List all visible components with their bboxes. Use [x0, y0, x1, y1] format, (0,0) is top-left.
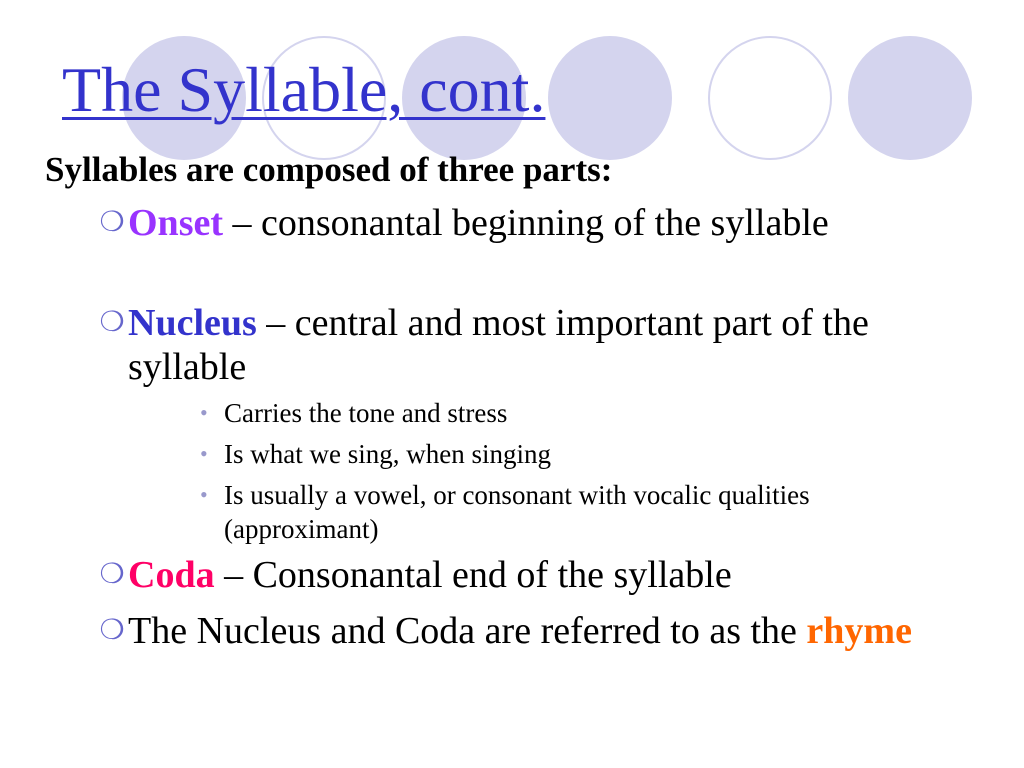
decor-circle [708, 36, 832, 160]
term-onset: Onset [128, 202, 223, 244]
dot-bullet-icon: • [200, 400, 208, 425]
intro-text: Syllables are composed of three parts: [45, 150, 613, 189]
term-coda: Coda [128, 554, 215, 596]
decor-circle [548, 36, 672, 160]
term-rhyme: rhyme [806, 610, 912, 652]
coda-description: – Consonantal end of the syllable [214, 554, 732, 596]
decor-circle [848, 36, 972, 160]
sub-bullet-text: Carries the tone and stress [224, 398, 508, 428]
ring-bullet-icon: ❍ [99, 207, 125, 238]
term-nucleus: Nucleus [128, 302, 257, 344]
sub-bullet-item [200, 437, 924, 471]
dot-bullet-icon: • [200, 482, 208, 507]
sub-bullet-text: Is what we sing, when singing [224, 439, 551, 469]
rhyme-sentence: The Nucleus and Coda are referred to as the [128, 610, 807, 652]
bullet-item-onset [99, 201, 988, 245]
dot-bullet-icon: • [200, 441, 208, 466]
sub-bullet-item [200, 478, 924, 546]
ring-bullet-icon: ❍ [99, 307, 125, 338]
ring-bullet-icon: ❍ [99, 559, 125, 590]
sub-bullet-text: Is usually a vowel, or consonant with vocalic qualities (approximant) [224, 480, 810, 544]
nucleus-description: – central and most important part of the syllable [128, 302, 869, 388]
sub-bullet-item [200, 396, 924, 430]
ring-bullet-icon: ❍ [99, 615, 125, 646]
onset-description: – consonantal beginning of the syllable [223, 202, 829, 244]
slide-title: The Syllable, cont. [62, 54, 546, 125]
bullet-item-rhyme [99, 609, 988, 653]
bullet-item-nucleus [99, 301, 988, 389]
bullet-item-coda [99, 553, 988, 597]
